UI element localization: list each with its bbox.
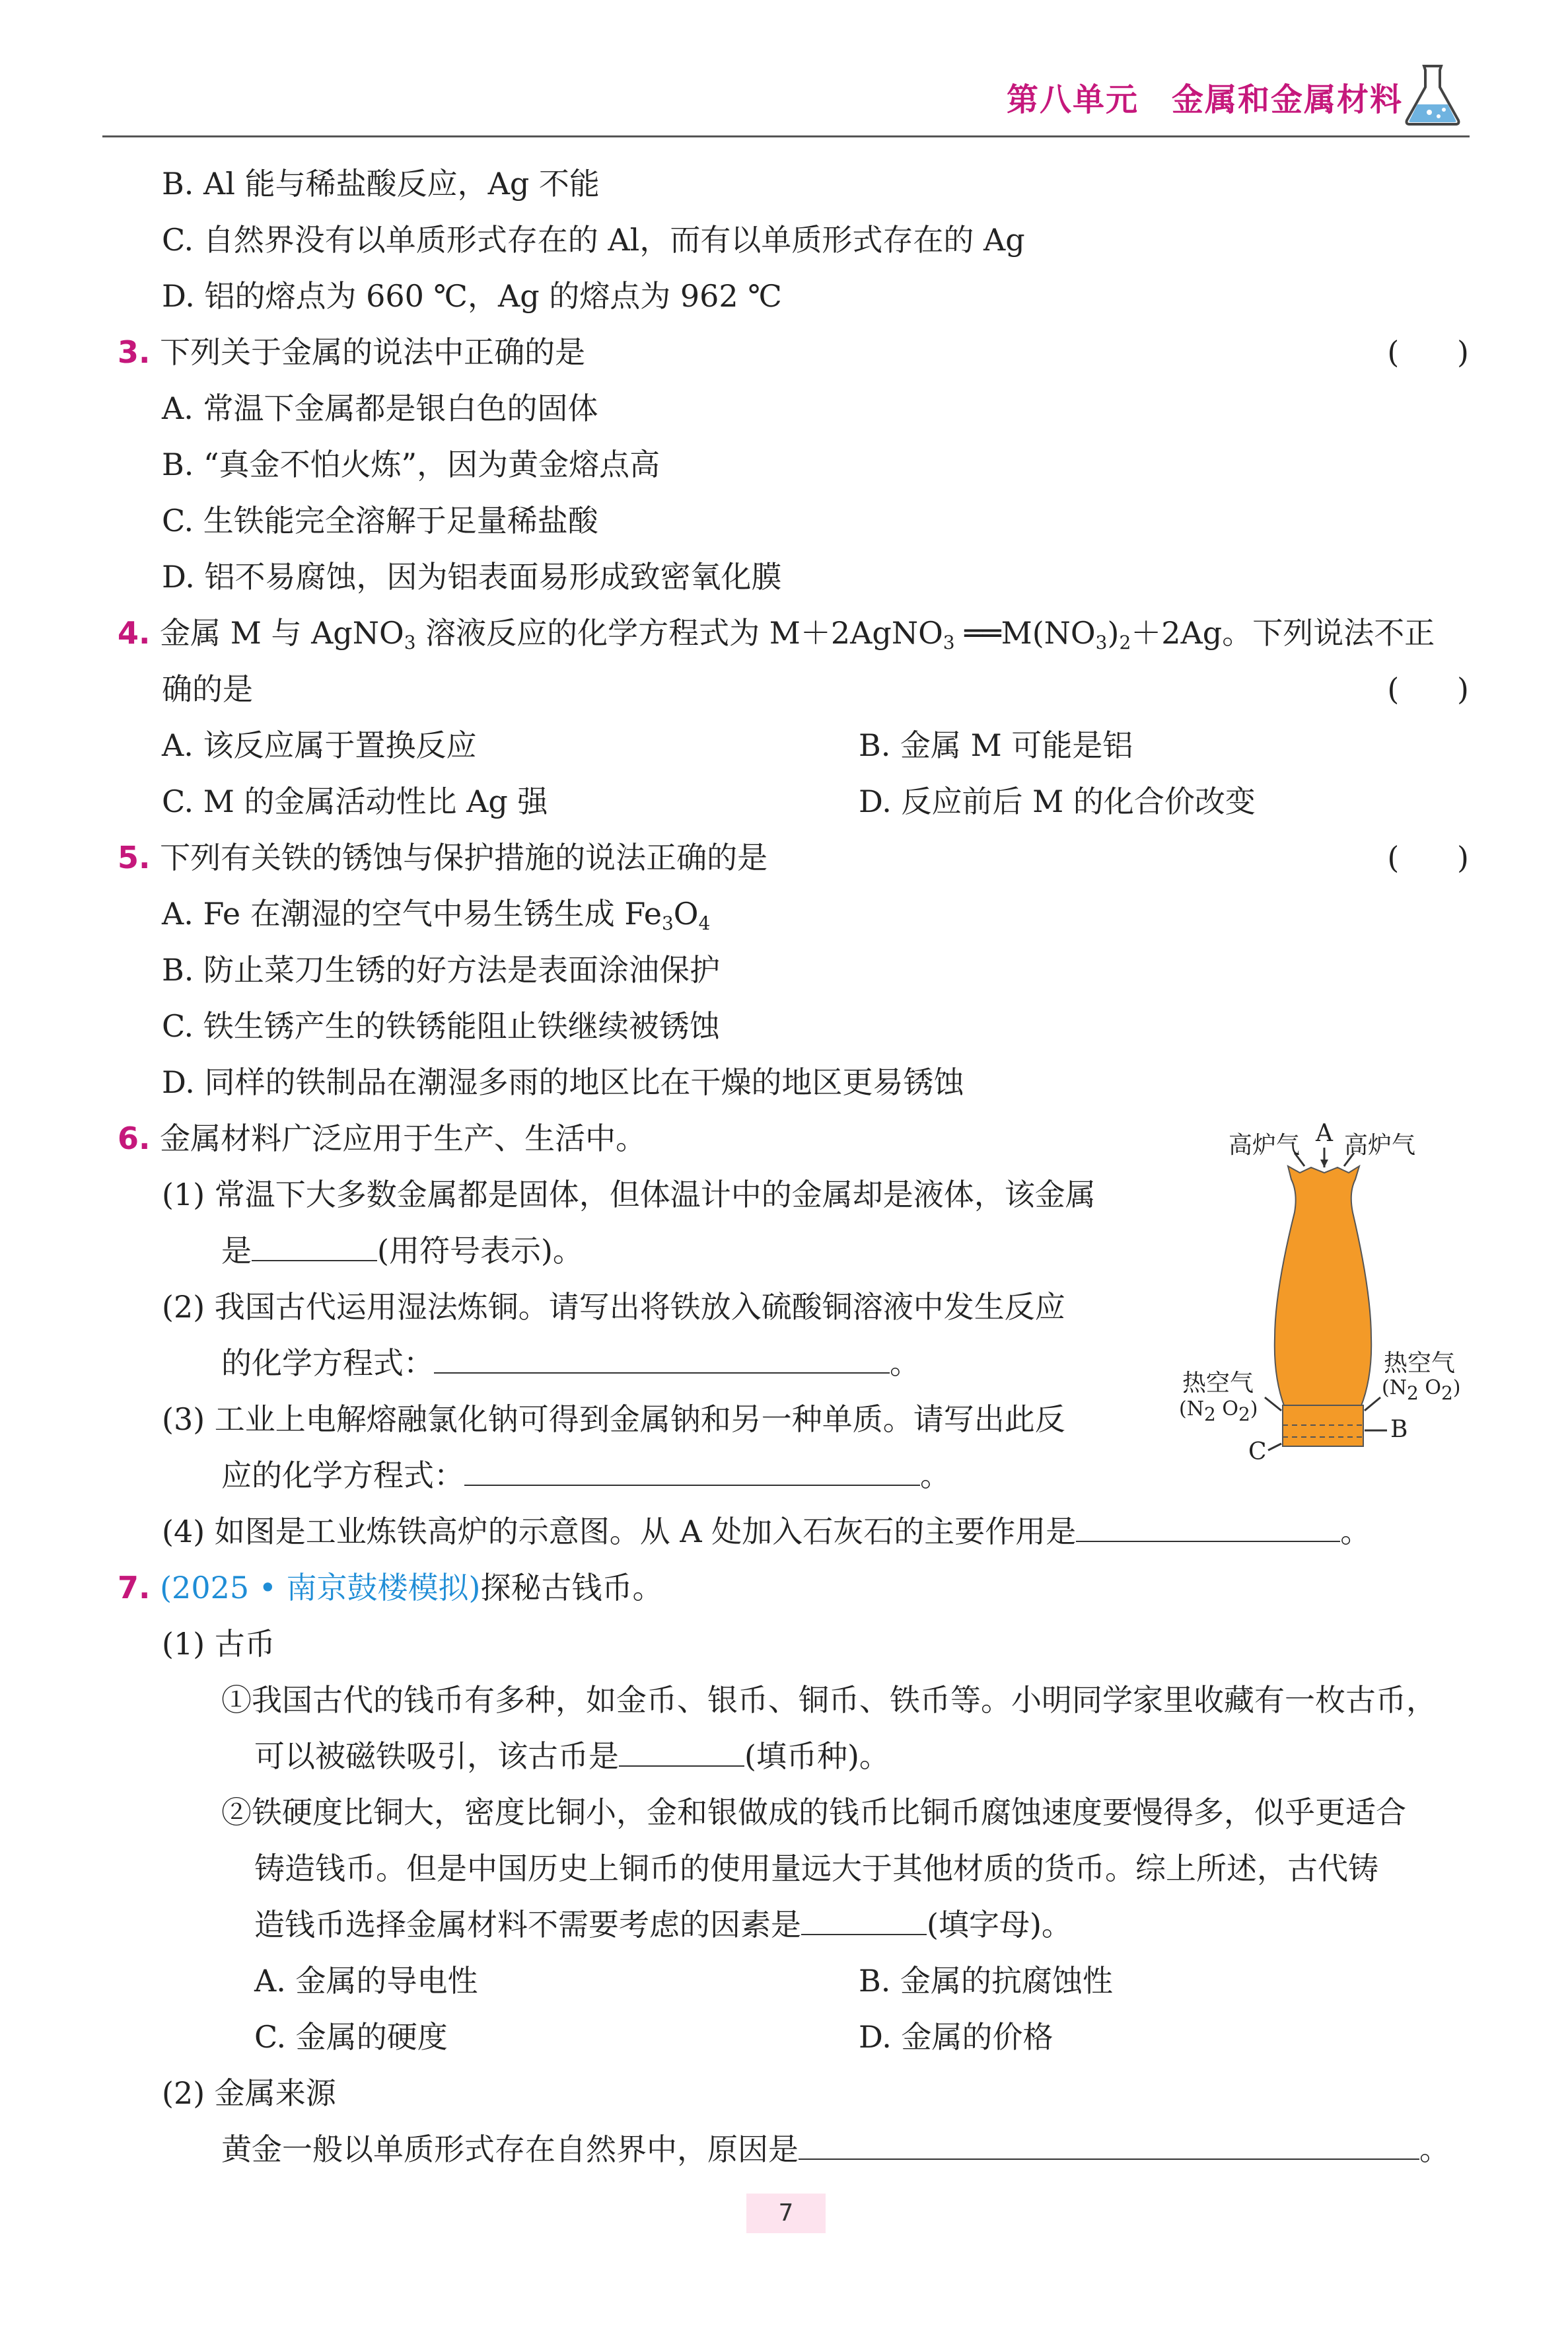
label-right-gas: ($N_2$ $O_2$) — [1382, 1376, 1461, 1404]
q5-option-c: C. 铁生锈产生的铁锈能阻止铁继续被锈蚀 — [162, 1008, 720, 1044]
q6-number: 6. — [118, 1121, 151, 1156]
q7-item1-answer-line — [254, 1736, 890, 1776]
q4-option-d: D. 反应前后 M 的化合价改变 — [859, 784, 1256, 819]
q5-number: 5. — [118, 840, 151, 875]
label-right-hot-air: 热空气 — [1384, 1350, 1456, 1377]
q4-stem — [118, 613, 1435, 663]
q2-option-d: D. 铝的熔点为 660 ℃，Ag 的熔点为 962 ℃ — [162, 278, 782, 314]
q7-part2-suffix: 。 — [1419, 2131, 1450, 2167]
q6-part2-suffix: 。 — [890, 1345, 920, 1381]
q3-number: 3. — [118, 334, 151, 370]
q5-option-a-text: A. Fe 在潮湿的空气中易生锈生成 Fe — [162, 896, 662, 932]
q4-stem-a: 金属 M 与 AgNO — [160, 615, 404, 651]
q4-stem-d: ) — [1107, 615, 1120, 651]
q6-part3-suffix: 。 — [920, 1458, 950, 1493]
q7-item2-answer-line — [254, 1905, 1072, 1944]
label-left-gas: ($N_2$ $O_2$) — [1179, 1397, 1258, 1425]
q3-option-d: D. 铝不易腐蚀，因为铝表面易形成致密氧化膜 — [162, 559, 782, 595]
q7-item1-prefix: 可以被磁铁吸引，该古币是 — [254, 1738, 619, 1774]
q7-item2-line2: 铸造钱币。但是中国历史上铜币的使用量远大于其他材质的货币。综上所述，古代铸 — [254, 1851, 1378, 1886]
flask-icon — [1403, 61, 1462, 127]
q7-part1: (1) 古币 — [162, 1626, 275, 1662]
q4-option-a: A. 该反应属于置换反应 — [162, 727, 477, 763]
q7-number: 7. — [118, 1570, 151, 1605]
q6-part4-blank[interactable] — [1076, 1514, 1340, 1542]
q6-stem — [118, 1119, 646, 1158]
q6-part1-blank[interactable] — [252, 1234, 377, 1261]
q7-item2-blank[interactable] — [801, 1907, 927, 1935]
q6-part3-answer-line — [221, 1456, 950, 1495]
q4-sub: 3 — [943, 632, 955, 653]
q6-part1: (1) 常温下大多数金属都是固体，但体温计中的金属却是液体，该金属 — [162, 1177, 1096, 1212]
label-a: A — [1316, 1120, 1333, 1147]
q4-stem-line2: 确的是 — [162, 671, 253, 707]
q7-option-b: B. 金属的抗腐蚀性 — [859, 1963, 1114, 1999]
page-header — [1007, 74, 1403, 120]
q6-part1-answer-line — [221, 1231, 583, 1271]
q2-option-c: C. 自然界没有以单质形式存在的 Al，而有以单质形式存在的 Ag — [162, 222, 1025, 258]
q7-stem — [118, 1568, 662, 1607]
label-c: C — [1248, 1438, 1267, 1465]
label-top-left-gas: 高炉气 — [1229, 1132, 1301, 1159]
q7-part2: (2) 金属来源 — [162, 2075, 336, 2111]
q3-stem-text: 下列关于金属的说法中正确的是 — [160, 334, 586, 370]
q6-part4 — [162, 1512, 1371, 1551]
q4-option-b: B. 金属 M 可能是铝 — [859, 727, 1133, 763]
q6-part3: (3) 工业上电解熔融氯化钠可得到金属钠和另一种单质。请写出此反 — [162, 1401, 1065, 1437]
q3-option-c: C. 生铁能完全溶解于足量稀盐酸 — [162, 503, 598, 538]
q6-part2-blank[interactable] — [434, 1346, 890, 1374]
q7-stem-text: 探秘古钱币。 — [480, 1570, 663, 1605]
q7-item2-suffix: (填字母)。 — [927, 1907, 1072, 1942]
q5-option-a — [162, 894, 710, 943]
unit-title: 金属和金属材料 — [1171, 81, 1403, 118]
q4-stem-c: ══M(NO — [954, 615, 1096, 651]
q7-option-d: D. 金属的价格 — [859, 2019, 1053, 2055]
q5-stem — [118, 838, 767, 877]
label-left-hot-air: 热空气 — [1182, 1370, 1254, 1397]
furnace-body — [1275, 1166, 1371, 1407]
q7-source: (2025 • 南京鼓楼模拟) — [160, 1570, 481, 1605]
q7-option-a: A. 金属的导电性 — [254, 1963, 478, 1999]
q5-option-a-o: O — [673, 896, 699, 932]
q6-part1-suffix: (用符号表示)。 — [377, 1233, 583, 1269]
q5-answer-paren[interactable]: ( ) — [1387, 840, 1469, 875]
label-b: B — [1390, 1416, 1408, 1443]
page-number: 7 — [746, 2194, 826, 2233]
q4-number: 4. — [118, 615, 151, 651]
label-top-right-gas: 高炉气 — [1344, 1132, 1416, 1159]
q5-stem-text: 下列有关铁的锈蚀与保护措施的说法正确的是 — [160, 840, 768, 875]
q7-item1-blank[interactable] — [619, 1739, 744, 1767]
q5-option-b: B. 防止菜刀生锈的好方法是表面涂油保护 — [162, 952, 721, 988]
blast-furnace-diagram — [1176, 1120, 1479, 1463]
header-divider — [102, 135, 1470, 137]
q6-part4-suffix: 。 — [1340, 1514, 1371, 1549]
q6-part3-prefix: 应的化学方程式： — [221, 1458, 464, 1493]
q5-sub: 3 — [661, 912, 674, 934]
q5-option-d: D. 同样的铁制品在潮湿多雨的地区比在干燥的地区更易锈蚀 — [162, 1064, 964, 1100]
q6-part2-prefix: 的化学方程式： — [221, 1345, 434, 1381]
q4-sub: 3 — [404, 632, 416, 653]
q7-part2-blank[interactable] — [799, 2132, 1419, 2160]
q7-part2-answer-line — [221, 2129, 1450, 2169]
q7-item1-suffix: (填币种)。 — [744, 1738, 890, 1774]
q7-part2-prefix: 黄金一般以单质形式存在自然界中，原因是 — [221, 2131, 799, 2167]
q6-part3-blank[interactable] — [464, 1458, 920, 1486]
q6-part1-prefix: 是 — [221, 1233, 252, 1269]
q6-part2-answer-line — [221, 1343, 920, 1383]
q7-option-c: C. 金属的硬度 — [254, 2019, 448, 2055]
q4-answer-paren[interactable]: ( ) — [1387, 671, 1469, 707]
q3-stem — [118, 332, 585, 372]
q7-item1: ①我国古代的钱币有多种，如金币、银币、铜币、铁币等。小明同学家里收藏有一枚古币， — [221, 1682, 1437, 1718]
q3-option-a: A. 常温下金属都是银白色的固体 — [162, 390, 598, 426]
q4-stem-b: 溶液反应的化学方程式为 M＋2AgNO — [415, 615, 943, 651]
q4-sub: 3 — [1095, 632, 1108, 653]
q2-option-b: B. Al 能与稀盐酸反应，Ag 不能 — [162, 166, 600, 202]
q4-stem-e: ＋2Ag。下列说法不正 — [1131, 615, 1435, 651]
q7-item2-line1: ②铁硬度比铜大，密度比铜小，金和银做成的钱币比铜币腐蚀速度要慢得多，似乎更适合 — [221, 1794, 1406, 1830]
q4-sub: 2 — [1119, 632, 1131, 653]
q6-part4-text: (4) 如图是工业炼铁高炉的示意图。从 A 处加入石灰石的主要作用是 — [162, 1514, 1077, 1549]
q7-item2-prefix: 造钱币选择金属材料不需要考虑的因素是 — [254, 1907, 801, 1942]
q5-sub: 4 — [698, 912, 711, 934]
unit-label: 第八单元 — [1006, 81, 1139, 118]
q3-option-b: B. “真金不怕火炼”，因为黄金熔点高 — [162, 447, 660, 482]
q6-stem-text: 金属材料广泛应用于生产、生活中。 — [160, 1121, 647, 1156]
q4-option-c: C. M 的金属活动性比 Ag 强 — [162, 784, 548, 819]
q3-answer-paren[interactable]: ( ) — [1387, 334, 1469, 370]
q6-part2: (2) 我国古代运用湿法炼铜。请写出将铁放入硫酸铜溶液中发生反应 — [162, 1289, 1065, 1325]
